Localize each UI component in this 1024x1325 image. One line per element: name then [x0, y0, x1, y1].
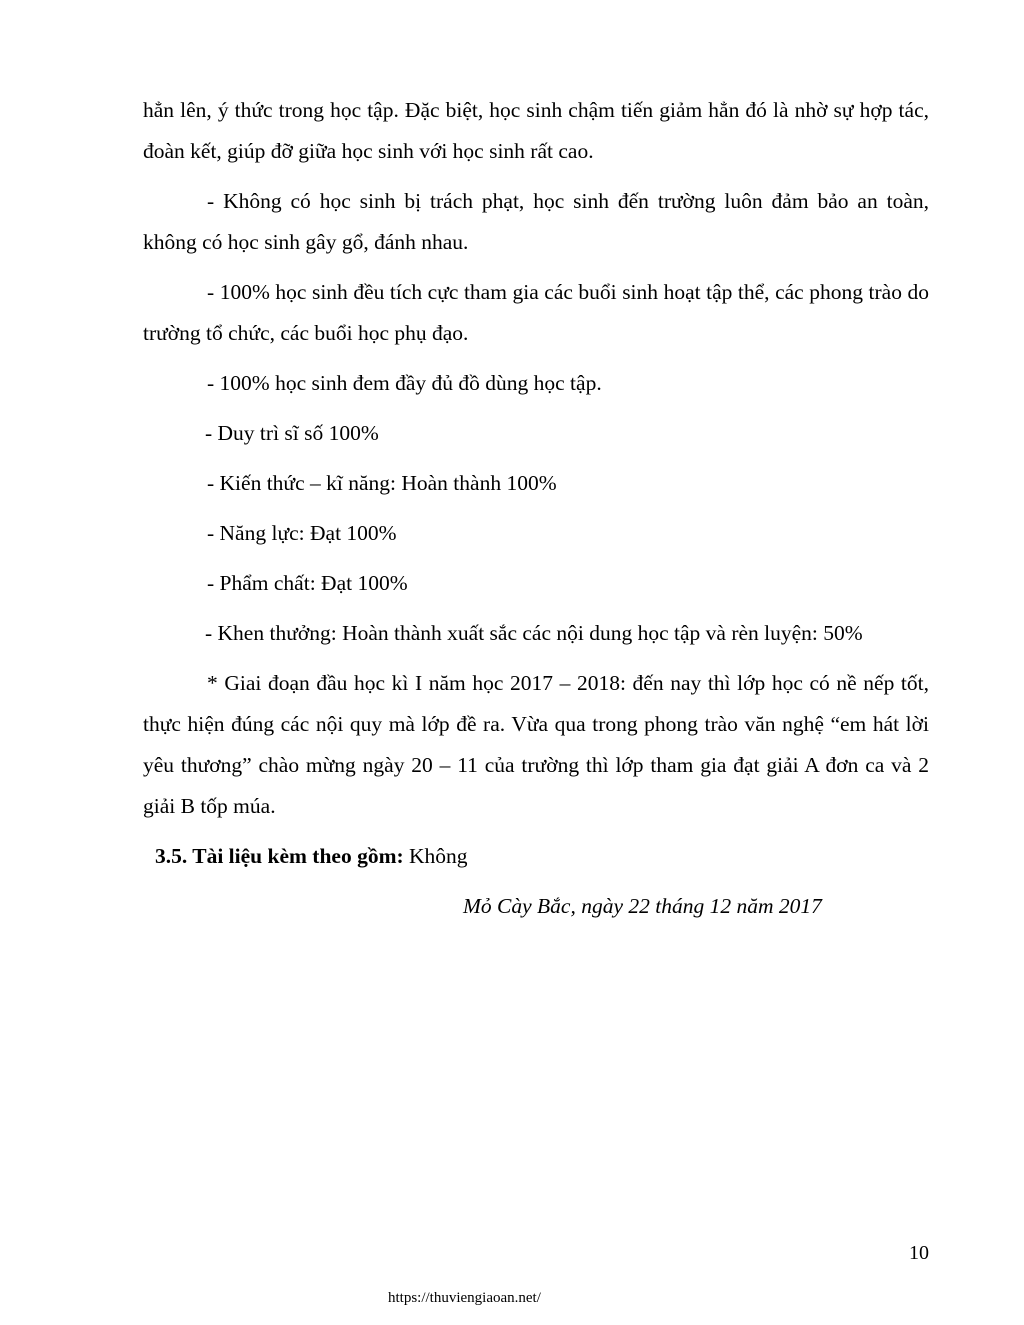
- page-number: 10: [909, 1242, 929, 1264]
- list-item-supplies: - 100% học sinh đem đầy đủ đồ dùng học tập.: [207, 371, 602, 395]
- list-item-qualities: - Phẩm chất: Đạt 100%: [207, 571, 408, 595]
- list-item-attendance: - Duy trì sĩ số 100%: [205, 421, 379, 445]
- list-item-competence: - Năng lực: Đạt 100%: [207, 521, 397, 545]
- section-heading-attachments: [155, 836, 929, 877]
- paragraph-participation: - 100% học sinh đều tích cực tham gia các buổi sinh hoạt tập thể, các phong trào do trường tổ chức, các buổi học phụ đạo.: [143, 280, 929, 345]
- section-heading-value: Không: [409, 844, 468, 868]
- list-item-knowledge: - Kiến thức – kĩ năng: Hoàn thành 100%: [207, 471, 557, 495]
- paragraph-continuation: hẳn lên, ý thức trong học tập. Đặc biệt, học sinh chậm tiến giảm hẳn đó là nhờ sự hợp tác, đoàn kết, giúp đỡ giữa học sinh với học sinh rất cao.: [143, 98, 929, 163]
- document-body: [143, 90, 929, 927]
- section-heading-label: 3.5. Tài liệu kèm theo gồm:: [155, 844, 404, 868]
- list-item-rewards: - Khen thưởng: Hoàn thành xuất sắc các nội dung học tập và rèn luyện: 50%: [205, 621, 863, 645]
- paragraph-no-punishment: - Không có học sinh bị trách phạt, học sinh đến trường luôn đảm bảo an toàn, không có học sinh gây gổ, đánh nhau.: [143, 189, 929, 254]
- paragraph-semester-summary: * Giai đoạn đầu học kì I năm học 2017 – 2018: đến nay thì lớp học có nề nếp tốt, thực hiện đúng các nội quy mà lớp đề ra. Vừa qua trong phong trào văn nghệ “em hát lời yêu thương” chào mừng ngày 20 – 11 của trường thì lớp tham gia đạt giải A đơn ca và 2 giải B tốp múa.: [143, 671, 929, 818]
- footer-url[interactable]: https://thuviengiaoan.net/: [388, 1290, 541, 1306]
- place-date-line: Mỏ Cày Bắc, ngày 22 tháng 12 năm 2017: [463, 894, 822, 918]
